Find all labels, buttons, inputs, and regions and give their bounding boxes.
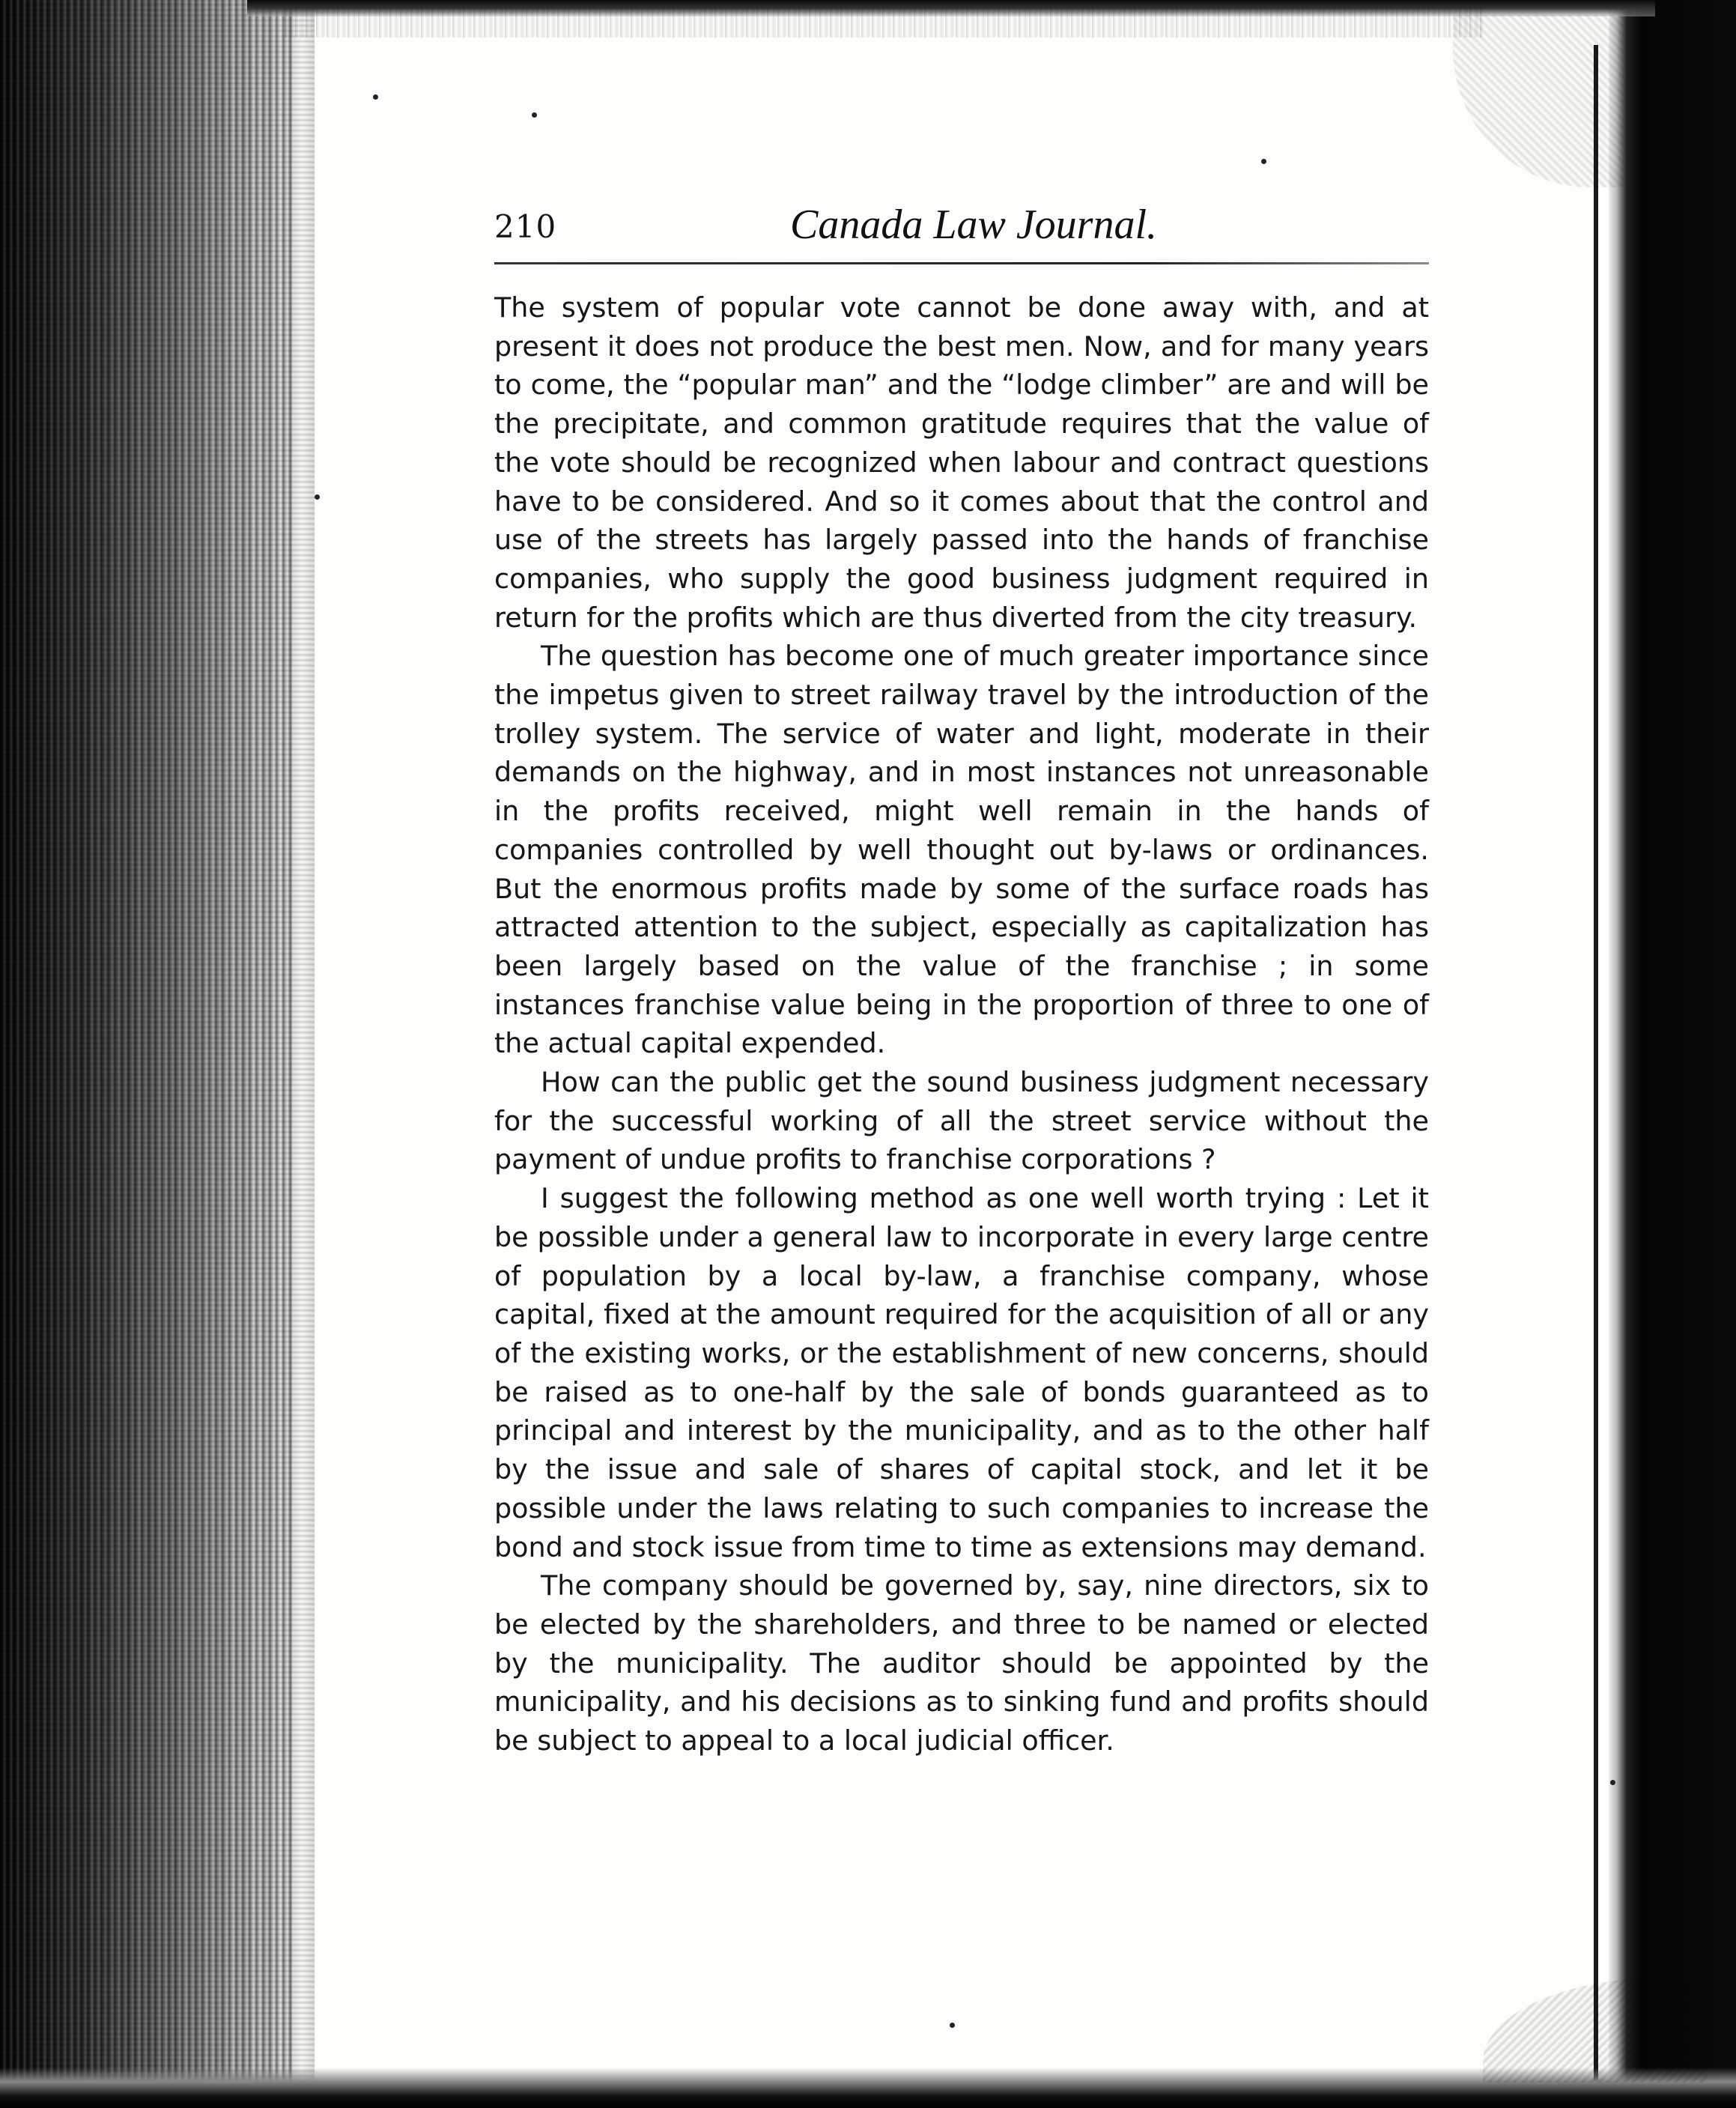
scan-dot: [950, 2023, 955, 2028]
paragraph: The system of popular vote cannot be done away with, and at present it does not produce the best men. Now, and for many years to come, the “popular man” and the “lodge climber” are and will be the precipitate, and common gratitude requires that the value of the vote should be recognized when labour and contract questions have to be considered. And so it comes about that the control and use of the streets has largely passed into the hands of franchise companies, who supply the good business judgment required in return for the profits which are thus diverted from the city treasury.: [494, 291, 1429, 634]
page-number: 210: [494, 208, 557, 245]
scan-dot: [532, 112, 537, 118]
paragraph: The company should be governed by, say, nine directors, six to be elected by the shareholders, and three to be named or elected by the municipality. The auditor should be appointed by the municipality, and his decisions as to sinking fund and profits should be subject to appeal to a local judicial officer.: [494, 1569, 1429, 1757]
scan-speckle-top: [285, 7, 1483, 37]
article-body: [494, 288, 1429, 1760]
paragraph: The question has become one of much greater importance since the impetus given to street railway travel by the introduction of the trolley system. The service of water and light, moderate in their demands on the highway, and in most instances not unreasonable in the profits received, might well remain in the hands of companies controlled by well thought out by-laws or ordinances. But the enormous profits made by some of the surface roads has attracted attention to the subject, especially as capitalization has been largely based on the value of the franchise ; in some instances franchise value being in the proportion of three to one of the actual capital expended.: [494, 640, 1429, 1060]
scan-dot: [315, 494, 320, 500]
paragraph: I suggest the following method as one well worth trying : Let it be possible under a general law to incorporate in every large centre of population by a local by-law, a franchise company, whose capital, fixed at the amount required for the acquisition of all or any of the existing works, or the establishment of new concerns, should be raised as to one-half by the sale of bonds guaranteed as to principal and interest by the municipality, and as to the other half by the issue and sale of shares of capital stock, and let it be possible under the laws relating to such companies to increase the bond and stock issue from time to time as extensions may demand.: [494, 1182, 1429, 1563]
journal-title: Canada Law Journal.: [789, 202, 1158, 248]
page-edge-right: [1609, 0, 1736, 2108]
header-rule: [494, 262, 1429, 264]
scan-speckle-top-right: [1453, 15, 1625, 187]
running-header: [494, 201, 1429, 261]
scan-dot: [1610, 1780, 1615, 1785]
page-edge-line: [1594, 45, 1598, 2083]
paragraph: How can the public get the sound business judgment necessary for the successful working of all the street service without the payment of undue profits to franchise corporations ?: [494, 1066, 1429, 1176]
scan-speckle-bottom-right: [1483, 1978, 1708, 2083]
scan-dot: [1261, 159, 1266, 164]
page-edge-bottom: [0, 2068, 1736, 2108]
scan-dot: [373, 94, 378, 100]
binding-noise: [0, 0, 315, 2108]
